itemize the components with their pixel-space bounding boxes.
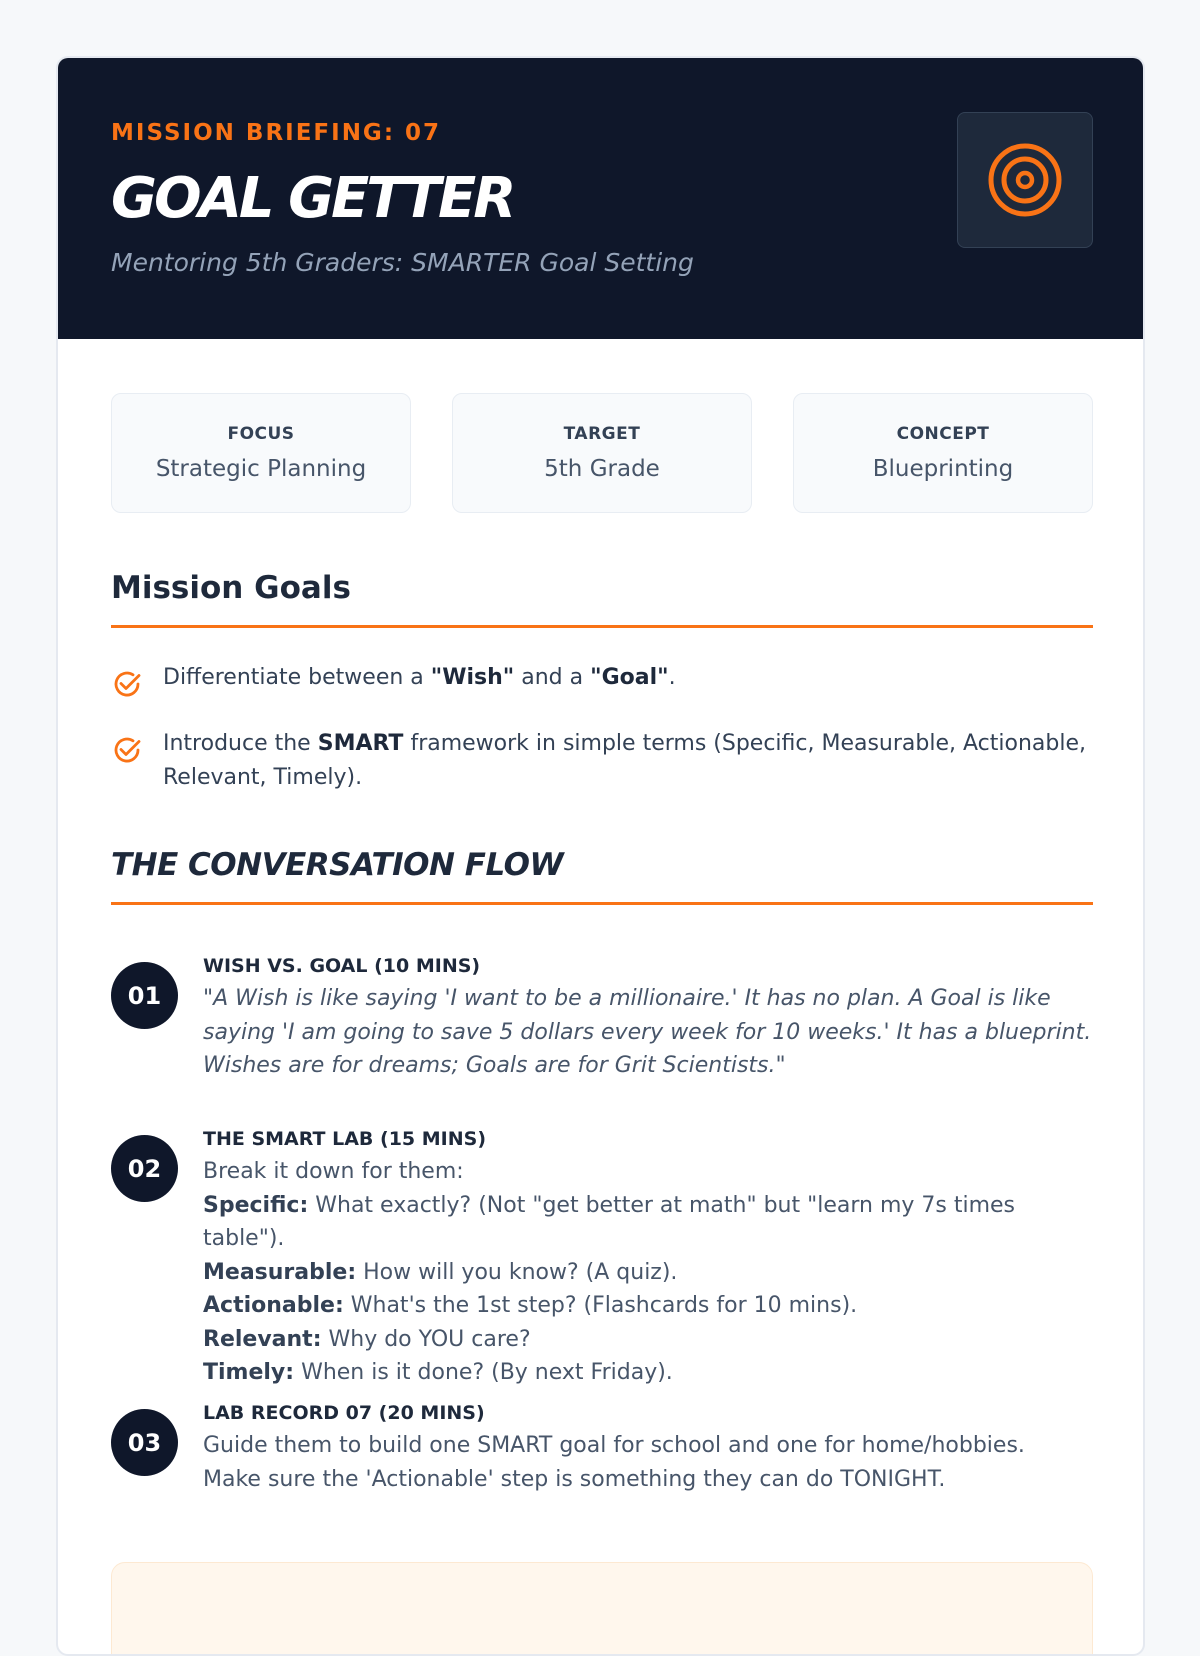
conversation-flow-heading: THE CONVERSATION FLOW	[111, 847, 1093, 905]
step-number: 01	[111, 962, 178, 1029]
mission-goals-heading: Mission Goals	[111, 570, 1093, 628]
stat-focus	[111, 393, 411, 513]
step-quote: "A Wish is like saying 'I want to be a millionaire.' It has no plan. A Goal is like saying 'I am going to save 5 dollars every week for 10 weeks.' It has a blueprint. Wishes are for dreams; Goals are for Grit Scientists."	[203, 986, 1092, 1078]
target-icon-box	[957, 112, 1093, 248]
stat-target	[452, 393, 752, 513]
stat-label: CONCEPT	[896, 424, 990, 444]
step-intro: Break it down for them:	[203, 1159, 464, 1184]
mission-stats	[111, 393, 1093, 513]
mission-subtitle: Mentoring 5th Graders: SMARTER Goal Setting	[111, 248, 694, 277]
target-icon	[987, 142, 1063, 218]
step-heading: THE SMART LAB (15 MINS)	[203, 1128, 486, 1150]
mission-header	[58, 58, 1143, 339]
stat-concept	[793, 393, 1093, 513]
step-heading: WISH VS. GOAL (10 MINS)	[203, 955, 481, 977]
stat-label: TARGET	[563, 424, 641, 444]
smart-line-specific: Specific: What exactly? (Not "get better at math" but "learn my 7s times table").	[203, 1192, 1016, 1251]
mission-card	[56, 56, 1145, 1656]
check-circle-icon	[111, 661, 163, 711]
step-line: Guide them to build one SMART goal for school and one for home/hobbies.	[203, 1433, 1025, 1458]
stat-value: 5th Grade	[544, 456, 660, 482]
goal-text: Introduce the SMART framework in simple terms (Specific, Measurable, Actionable, Relevant, Timely).	[163, 731, 1086, 790]
step-body	[203, 1397, 1093, 1496]
goal-item	[111, 727, 1093, 795]
step-number: 02	[111, 1135, 178, 1202]
smart-line-measurable: Measurable: How will you know? (A quiz).	[203, 1259, 678, 1285]
stat-label: FOCUS	[227, 424, 295, 444]
stat-value: Blueprinting	[872, 456, 1014, 482]
note-box	[111, 1562, 1093, 1656]
step-body	[203, 1123, 1093, 1390]
smart-line-relevant: Relevant: Why do YOU care?	[203, 1326, 531, 1352]
goal-item	[111, 661, 1093, 711]
smart-line-timely: Timely: When is it done? (By next Friday).	[203, 1360, 673, 1385]
step-heading: LAB RECORD 07 (20 MINS)	[203, 1402, 485, 1424]
mission-title: GOAL GETTER	[111, 166, 514, 231]
mission-eyebrow: MISSION BRIEFING: 07	[111, 120, 442, 146]
stat-value: Strategic Planning	[155, 456, 367, 482]
smart-line-actionable: Actionable: What's the 1st step? (Flashcards for 10 mins).	[203, 1293, 858, 1318]
step-body	[203, 950, 1093, 1083]
check-circle-icon	[111, 727, 163, 795]
step-number: 03	[111, 1409, 178, 1476]
goal-text: Differentiate between a "Wish" and a "Goal".	[163, 665, 676, 690]
step-line: Make sure the 'Actionable' step is something they can do TONIGHT.	[203, 1466, 946, 1492]
